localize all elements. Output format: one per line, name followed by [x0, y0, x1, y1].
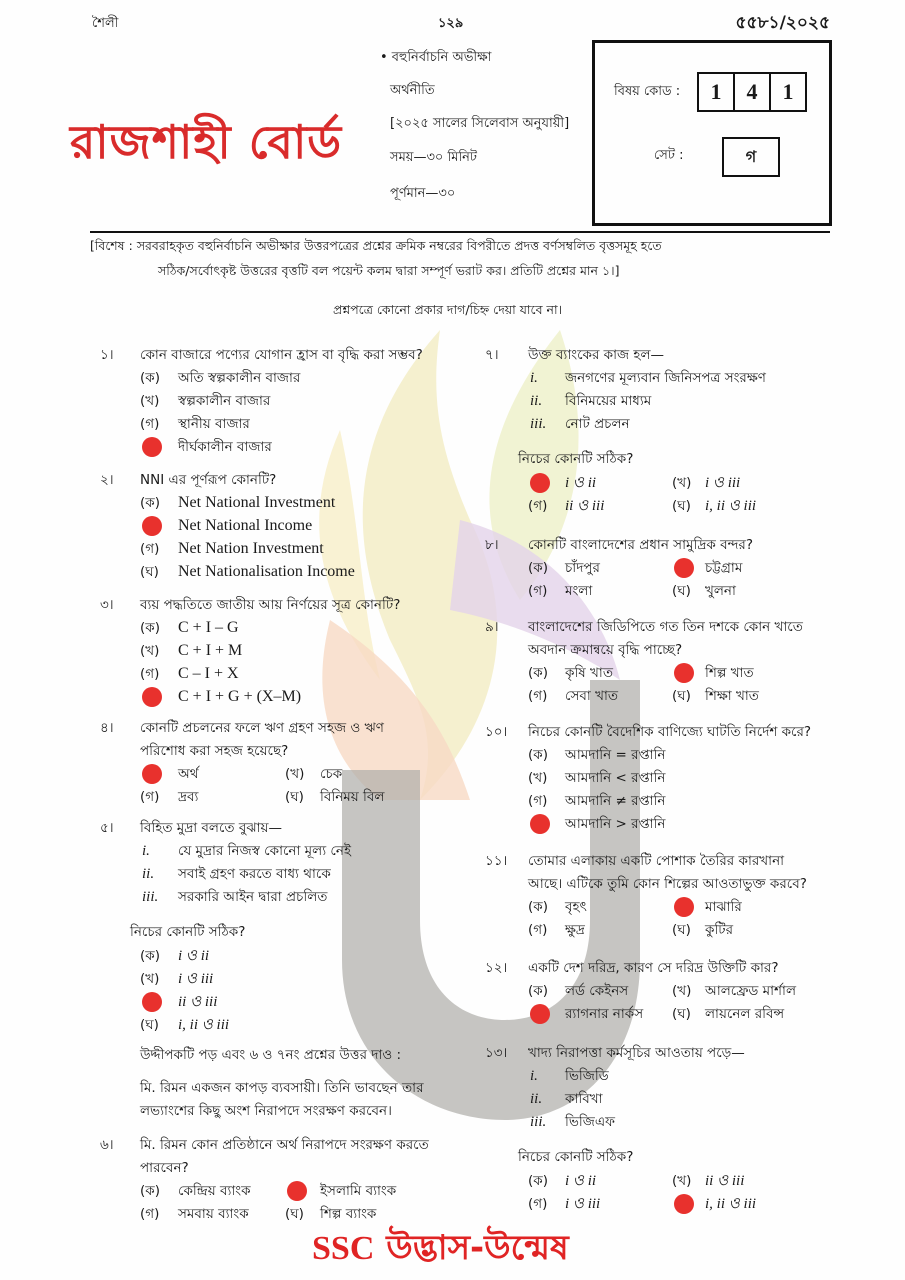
style-label: শৈলী — [92, 16, 119, 31]
option-label[interactable]: (খ) — [140, 971, 160, 987]
option-text[interactable]: ii ও iii — [705, 1173, 745, 1189]
option-text[interactable]: মংলা — [565, 583, 593, 599]
code-number: ১২৯ — [438, 16, 464, 31]
set-value: গ — [722, 137, 780, 177]
subject-info-box — [592, 40, 832, 226]
statement-text: সবাই গ্রহণ করতে বাধ্য থাকে — [178, 866, 331, 882]
option-text[interactable]: i, ii ও iii — [705, 1196, 757, 1212]
footer-brand — [312, 1222, 569, 1279]
statement-label: i. — [530, 370, 538, 386]
option-text[interactable]: i, ii ও iii — [705, 498, 757, 514]
option-label[interactable]: (ঘ) — [285, 789, 304, 805]
statement-label: ii. — [530, 393, 543, 409]
option-label[interactable]: (ক) — [528, 1173, 548, 1189]
exam-type: • বহুনির্বাচনি অভীক্ষা — [380, 50, 492, 65]
option-text[interactable]: চেক — [320, 766, 343, 782]
option-text[interactable]: চাঁদপুর — [565, 560, 600, 576]
option-text[interactable]: i ও iii — [705, 475, 741, 491]
selected-answer-mark[interactable] — [674, 663, 694, 683]
option-text[interactable]: শিক্ষা খাত — [705, 688, 759, 704]
option-label[interactable]: (ঘ) — [672, 688, 691, 704]
option-label[interactable]: (ক) — [528, 665, 548, 681]
option-label[interactable]: (খ) — [672, 475, 692, 491]
option-text[interactable]: অতি স্বল্পকালীন বাজার — [178, 370, 301, 386]
option-text[interactable]: স্বল্পকালীন বাজার — [178, 393, 271, 409]
question-text: তোমার এলাকায় একটি পোশাক তৈরির কারখানা — [528, 853, 785, 869]
selected-answer-mark[interactable] — [530, 814, 550, 834]
selected-answer-mark[interactable] — [674, 1194, 694, 1214]
option-label[interactable]: (খ) — [140, 393, 160, 409]
statement-text: জনগণের মূল্যবান জিনিসপত্র সংরক্ষণ — [565, 370, 766, 386]
subject-code-label: বিষয় কোড : — [614, 84, 681, 99]
question-text: কোনটি বাংলাদেশের প্রধান সামুদ্রিক বন্দর? — [528, 537, 754, 553]
option-label[interactable]: (খ) — [140, 643, 160, 659]
question-text: বিহিত মুদ্রা বলতে বুঝায়— — [140, 820, 282, 836]
option-label[interactable]: (গ) — [140, 789, 160, 805]
statement-text: নোট প্রচলন — [565, 416, 630, 432]
option-text[interactable]: চট্টগ্রাম — [705, 560, 743, 576]
prompt-text: নিচের কোনটি সঠিক? — [518, 451, 634, 467]
question-text: NNI এর পূর্ণরূপ কোনটি? — [140, 472, 277, 488]
question-number: ১। — [100, 347, 114, 363]
subject-name: অর্থনীতি — [390, 83, 435, 98]
question-text: মি. রিমন কোন প্রতিষ্ঠানে অর্থ নিরাপদে সংরক্ষণ করতে — [140, 1137, 429, 1153]
option-text[interactable]: i ও ii — [565, 1173, 597, 1189]
full-marks: পূর্ণমান—৩০ — [390, 186, 456, 201]
option-label[interactable]: (গ) — [528, 583, 548, 599]
option-label[interactable]: (ঘ) — [672, 498, 691, 514]
question-text: আছে। এটিকে তুমি কোন শিল্পের আওতাভুক্ত করবে? — [528, 876, 807, 892]
question-text: ব্যয় পদ্ধতিতে জাতীয় আয় নির্ণয়ের সূত্র কোনটি? — [140, 597, 401, 613]
subject-code-digit: 4 — [733, 72, 771, 112]
option-text[interactable]: দ্রব্য — [178, 789, 199, 805]
option-text[interactable]: i ও iii — [565, 1196, 601, 1212]
statement-label: iii. — [530, 1114, 547, 1130]
question-text: বাংলাদেশের জিডিপিতে গত তিন দশকে কোন খাতে — [528, 619, 803, 635]
option-text[interactable]: স্থানীয় বাজার — [178, 416, 250, 432]
option-label[interactable]: (গ) — [528, 498, 548, 514]
option-text[interactable]: বৃহৎ — [565, 899, 587, 915]
question-text: খাদ্য নিরাপত্তা কর্মসূচির আওতায় পড়ে— — [528, 1045, 745, 1061]
option-text[interactable]: দীর্ঘকালীন বাজার — [178, 439, 272, 455]
option-text[interactable]: আমদানি > রপ্তানি — [565, 816, 666, 832]
option-text[interactable]: ii ও iii — [565, 498, 605, 514]
stimulus-text: মি. রিমন একজন কাপড় ব্যবসায়ী। তিনি ভাবছেন তার — [140, 1080, 424, 1096]
option-label[interactable]: (ঘ) — [672, 1006, 691, 1022]
option-text[interactable]: কেন্দ্রিয় ব্যাংক — [178, 1183, 251, 1199]
prompt-text: নিচের কোনটি সঠিক? — [130, 924, 246, 940]
option-text[interactable]: ক্ষুদ্র — [565, 922, 585, 938]
selected-answer-mark[interactable] — [530, 1004, 550, 1024]
option-text[interactable]: আমদানি ≠ রপ্তানি — [565, 793, 666, 809]
selected-answer-mark[interactable] — [142, 516, 162, 536]
footer-brand-name: উদ্ভাস-উন্মেষ — [386, 1228, 569, 1268]
question-text: পরিশোধ করা সহজ হয়েছে? — [140, 743, 289, 759]
option-label[interactable]: (ক) — [528, 983, 548, 999]
question-text: উক্ত ব্যাংকের কাজ হল— — [528, 347, 665, 363]
question-number: ৬। — [100, 1137, 114, 1153]
statement-label: iii. — [530, 416, 547, 432]
option-text[interactable]: অর্থ — [178, 766, 199, 782]
statement-text: কাবিখা — [565, 1091, 603, 1107]
option-text[interactable]: আমদানি = রপ্তানি — [565, 747, 666, 763]
option-text[interactable]: আলফ্রেড মার্শাল — [705, 983, 797, 999]
stimulus-text: লভ্যাংশের কিছু অংশ নিরাপদে সংরক্ষণ করবেন। — [140, 1103, 392, 1119]
option-label[interactable]: (খ) — [528, 770, 548, 786]
option-text[interactable]: কৃষি খাত — [565, 665, 613, 681]
statement-text: ভিজিডি — [565, 1068, 609, 1084]
option-text[interactable]: C + I – G — [178, 619, 239, 636]
question-number: ৩। — [100, 597, 114, 613]
statement-label: ii. — [142, 866, 155, 882]
selected-answer-mark[interactable] — [142, 687, 162, 707]
question-text: নিচের কোনটি বৈদেশিক বাণিজ্যে ঘাটতি নির্দেশ করে? — [528, 724, 812, 740]
instruction-line-1: [বিশেষ : সরবরাহকৃত বহুনির্বাচনি অভীক্ষার উত্তরপত্রের প্রশ্নের ক্রমিক নম্বরের বিপরীতে প্রদত্ত বর্ণসম্বলিত বৃত্তসমূহ হতে — [90, 239, 662, 253]
option-text[interactable]: ইসলামি ব্যাংক — [320, 1183, 397, 1199]
option-text[interactable]: লর্ড কেইনস — [565, 983, 629, 999]
stimulus-heading: উদ্দীপকটি পড় এবং ৬ ও ৭নং প্রশ্নের উত্তর দাও : — [140, 1047, 402, 1063]
option-text[interactable]: C + I + G + (X–M) — [178, 688, 302, 705]
set-label: সেট : — [654, 148, 684, 163]
option-label[interactable]: (ক) — [528, 560, 548, 576]
statement-text: বিনিময়ের মাধ্যম — [565, 393, 652, 409]
option-label[interactable]: (ক) — [140, 1183, 160, 1199]
question-text: পারবেন? — [140, 1160, 189, 1176]
statement-label: i. — [530, 1068, 538, 1084]
option-text[interactable]: সেবা খাত — [565, 688, 619, 704]
option-label[interactable]: (ঘ) — [672, 583, 691, 599]
option-label[interactable]: (গ) — [528, 793, 548, 809]
subject-code-digit: 1 — [697, 72, 735, 112]
option-text[interactable]: i ও ii — [178, 948, 210, 964]
board-title: রাজশাহী বোর্ড — [70, 115, 343, 169]
question-number: ৪। — [100, 720, 114, 736]
option-label[interactable]: (ক) — [140, 620, 160, 636]
option-text[interactable]: সমবায় ব্যাংক — [178, 1206, 249, 1222]
instruction-line-2: সঠিক/সর্বোৎকৃষ্ট উত্তরের বৃত্তটি বল পয়েন্ট কলম দ্বারা সম্পূর্ণ ভরাট কর। প্রতিটি প্রশ্নের মান ১।] — [158, 263, 620, 278]
option-label[interactable]: (ক) — [528, 899, 548, 915]
statement-text: ভিজিএফ — [565, 1114, 615, 1130]
question-number: ৮। — [485, 537, 499, 553]
option-text[interactable]: র‍্যাগনার নার্কস — [565, 1006, 644, 1022]
option-text[interactable]: খুলনা — [705, 583, 736, 599]
option-text[interactable]: কুটির — [705, 922, 734, 938]
selected-answer-mark[interactable] — [287, 1181, 307, 1201]
option-label[interactable]: (গ) — [528, 922, 548, 938]
question-number: ৫। — [100, 820, 114, 836]
statement-label: i. — [142, 843, 150, 859]
option-text[interactable]: মাঝারি — [705, 899, 742, 915]
option-label[interactable]: (গ) — [140, 1206, 160, 1222]
option-text[interactable]: C + I + M — [178, 642, 243, 659]
footer-brand-ssc: SSC — [312, 1230, 375, 1267]
option-text[interactable]: Net National Income — [178, 517, 313, 534]
option-text[interactable]: i ও iii — [178, 971, 214, 987]
header-divider — [90, 231, 830, 233]
option-label[interactable]: (ক) — [528, 747, 548, 763]
option-text[interactable]: i ও ii — [565, 475, 597, 491]
option-label[interactable]: (ক) — [140, 370, 160, 386]
question-number: ১৩। — [485, 1045, 508, 1061]
selected-answer-mark[interactable] — [142, 764, 162, 784]
question-text: অবদান ক্রমান্বয়ে বৃদ্ধি পাচ্ছে? — [528, 642, 683, 658]
question-number: ২। — [100, 472, 114, 488]
selected-answer-mark[interactable] — [142, 992, 162, 1012]
option-text[interactable]: বিনিময় বিল — [320, 789, 385, 805]
option-label[interactable]: (গ) — [140, 666, 160, 682]
question-number: ১১। — [485, 853, 508, 869]
option-text[interactable]: ii ও iii — [178, 994, 218, 1010]
option-text[interactable]: লায়নেল রবিন্স — [705, 1006, 785, 1022]
syllabus-note: [২০২৫ সালের সিলেবাস অনুযায়ী] — [390, 116, 570, 131]
option-label[interactable]: (গ) — [528, 688, 548, 704]
option-label[interactable]: (খ) — [672, 1173, 692, 1189]
option-label[interactable]: (গ) — [528, 1196, 548, 1212]
statement-text: সরকারি আইন দ্বারা প্রচলিত — [178, 889, 328, 905]
question-number: ৯। — [485, 619, 499, 635]
prompt-text: নিচের কোনটি সঠিক? — [518, 1149, 634, 1165]
option-label[interactable]: (ক) — [140, 495, 160, 511]
option-label[interactable]: (ঘ) — [140, 564, 159, 580]
option-label[interactable]: (ঘ) — [140, 1017, 159, 1033]
no-marks-note: প্রশ্নপত্রে কোনো প্রকার দাগ/চিহ্ন দেয়া যাবে না। — [333, 302, 563, 317]
selected-answer-mark[interactable] — [530, 473, 550, 493]
option-text[interactable]: শিল্প খাত — [705, 665, 754, 681]
subject-code-digit: 1 — [769, 72, 807, 112]
statement-label: iii. — [142, 889, 159, 905]
option-label[interactable]: (গ) — [140, 541, 160, 557]
question-number: ১০। — [485, 724, 508, 740]
option-label[interactable]: (খ) — [672, 983, 692, 999]
option-text[interactable]: i, ii ও iii — [178, 1017, 230, 1033]
selected-answer-mark[interactable] — [142, 437, 162, 457]
paper-reference: ৫৫৮১/২০২৫ — [735, 13, 830, 33]
selected-answer-mark[interactable] — [674, 558, 694, 578]
option-text[interactable]: শিল্প ব্যাংক — [320, 1206, 377, 1222]
question-number: ১২। — [485, 960, 508, 976]
option-label[interactable]: (গ) — [140, 416, 160, 432]
option-text[interactable]: Net Nationalisation Income — [178, 563, 355, 580]
option-label[interactable]: (ক) — [140, 948, 160, 964]
option-text[interactable]: Net National Investment — [178, 494, 336, 511]
question-text: একটি দেশ দরিদ্র, কারণ সে দরিদ্র উক্তিটি কার? — [528, 960, 779, 976]
statement-label: ii. — [530, 1091, 543, 1107]
option-text[interactable]: C – I + X — [178, 665, 239, 682]
question-text: কোন বাজারে পণ্যের যোগান হ্রাস বা বৃদ্ধি করা সম্ভব? — [140, 347, 423, 363]
question-text: কোনটি প্রচলনের ফলে ঋণ গ্রহণ সহজ ও ঋণ — [140, 720, 384, 736]
option-text[interactable]: Net Nation Investment — [178, 540, 324, 557]
question-number: ৭। — [485, 347, 499, 363]
option-label[interactable]: (খ) — [285, 766, 305, 782]
option-label[interactable]: (ঘ) — [285, 1206, 304, 1222]
exam-time: সময়—৩০ মিনিট — [390, 150, 478, 165]
option-text[interactable]: আমদানি < রপ্তানি — [565, 770, 666, 786]
selected-answer-mark[interactable] — [674, 897, 694, 917]
statement-text: যে মুদ্রার নিজস্ব কোনো মূল্য নেই — [178, 843, 351, 859]
option-label[interactable]: (ঘ) — [672, 922, 691, 938]
